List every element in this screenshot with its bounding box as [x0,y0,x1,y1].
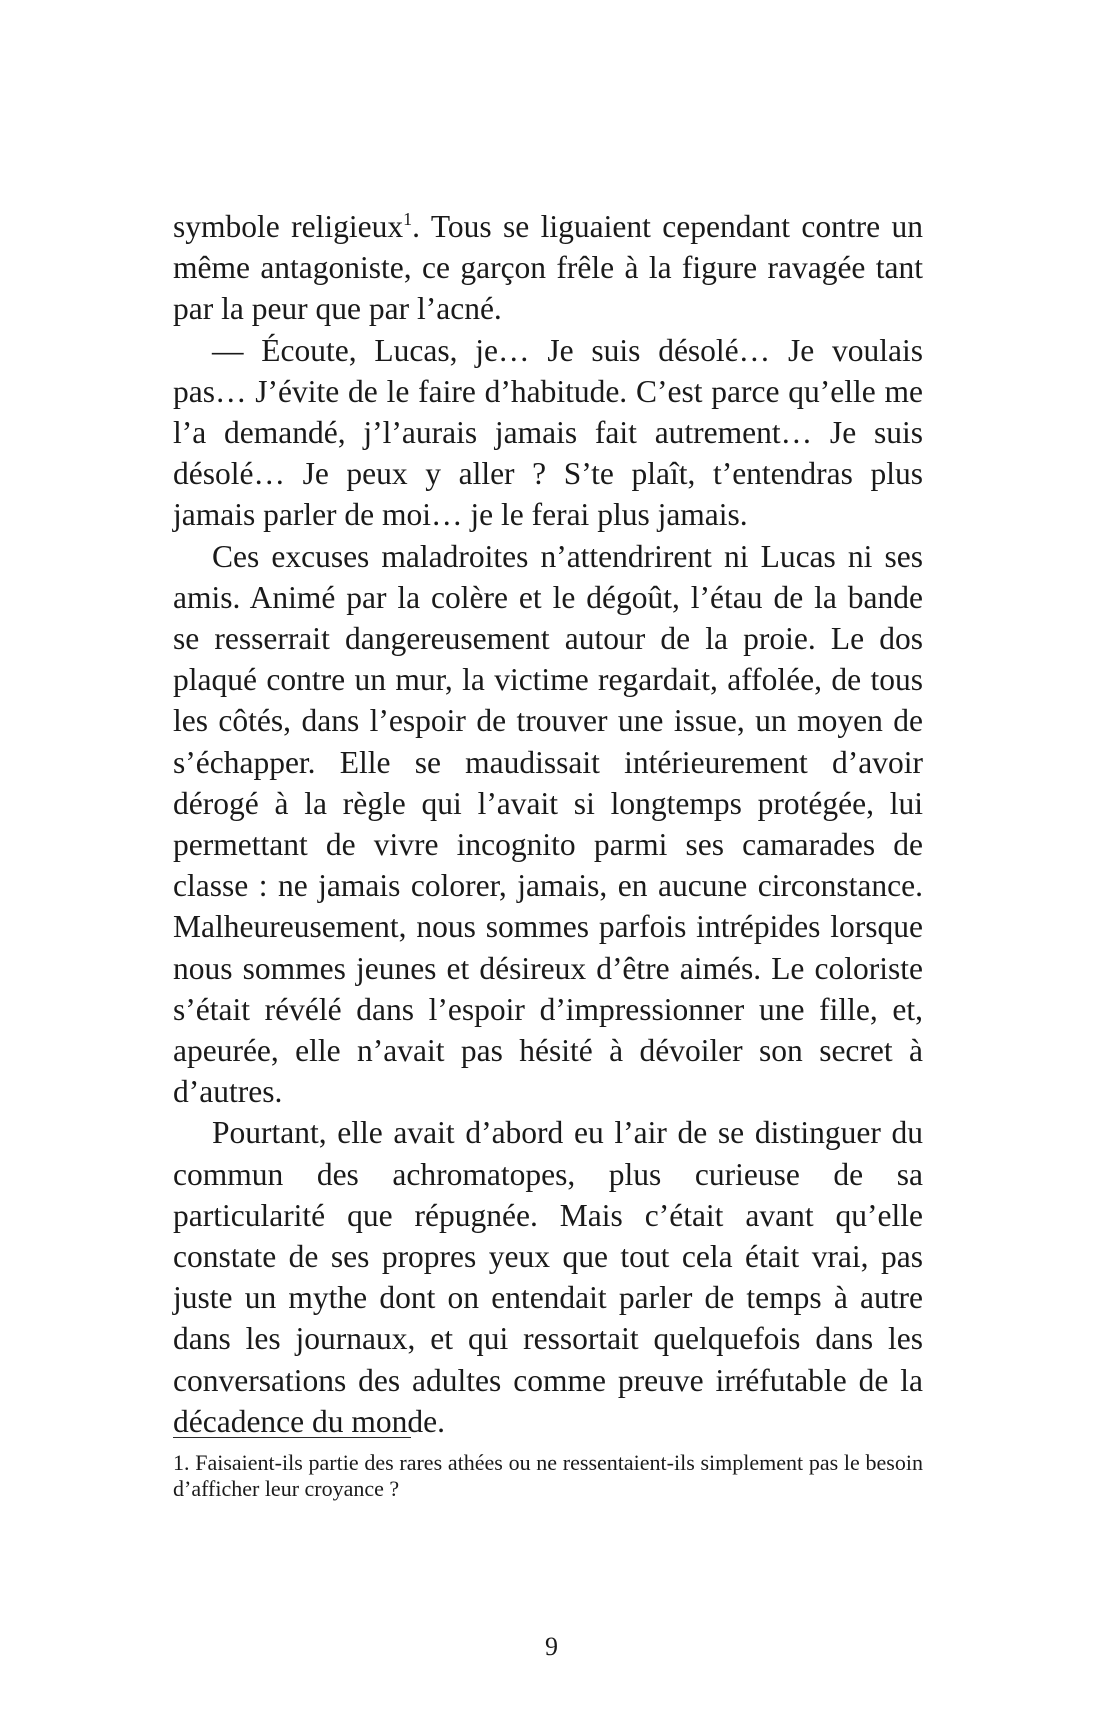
paragraph [173,206,923,330]
paragraph: Ces excuses maladroites n’attendrirent ni Lucas ni ses amis. Animé par la colère et le dégoût, l’étau de la bande se resserrait dangereusement autour de la proie. Le dos plaqué contre un mur, la victime regardait, affolée, de tous les côtés, dans l’espoir de trouver une issue, un moyen de s’échapper. Elle se maudissait intérieurement d’avoir dérogé à la règle qui l’avait si longtemps protégée, lui permettant de vivre incognito parmi ses camarades de classe : ne jamais colorer, jamais, en aucune circonstance. Malheureusement, nous sommes parfois intrépides lorsque nous sommes jeunes et désireux d’être aimés. Le coloriste s’était révélé dans l’espoir d’impressionner une fille, et, apeurée, elle n’avait pas hésité à dévoiler son secret à d’autres. [173,538,923,1110]
footnote: 1. Faisaient-ils partie des rares athées ou ne ressentaient-ils simplement pas le besoin d’afficher leur croyance ? [173,1450,923,1501]
paragraph: Pourtant, elle avait d’abord eu l’air de se distinguer du commun des achromatopes, plus curieuse de sa particularité que répugnée. Mais c’était avant qu’elle constate de ses propres yeux que tout cela était vrai, pas juste un mythe dont on entendait parler de temps à autre dans les journaux, et qui ressortait quelquefois dans les conversations des adultes comme preuve irréfutable de la décadence du monde. [173,1115,923,1439]
paragraph: — Écoute, Lucas, je… Je suis désolé… Je voulais pas… J’évite de le faire d’habitude. C’est parce qu’elle me l’a demandé, j’l’aurais jamais fait autrement… Je suis désolé… Je peux y aller ? S’te plaît, t’entendras plus jamais parler de moi… je le ferai plus jamais. [173,332,923,533]
footnote-reference: 1 [403,209,413,229]
body-text [173,206,923,1442]
paragraph-text: . Tous se liguaient cependant contre un même antagoniste, ce garçon frêle à la figure ravagée tant par la peur que par l’acné. [173,209,923,327]
footnote-divider [173,1437,411,1438]
paragraph-text: symbole religieux [173,209,404,244]
page-number: 9 [545,1632,558,1661]
